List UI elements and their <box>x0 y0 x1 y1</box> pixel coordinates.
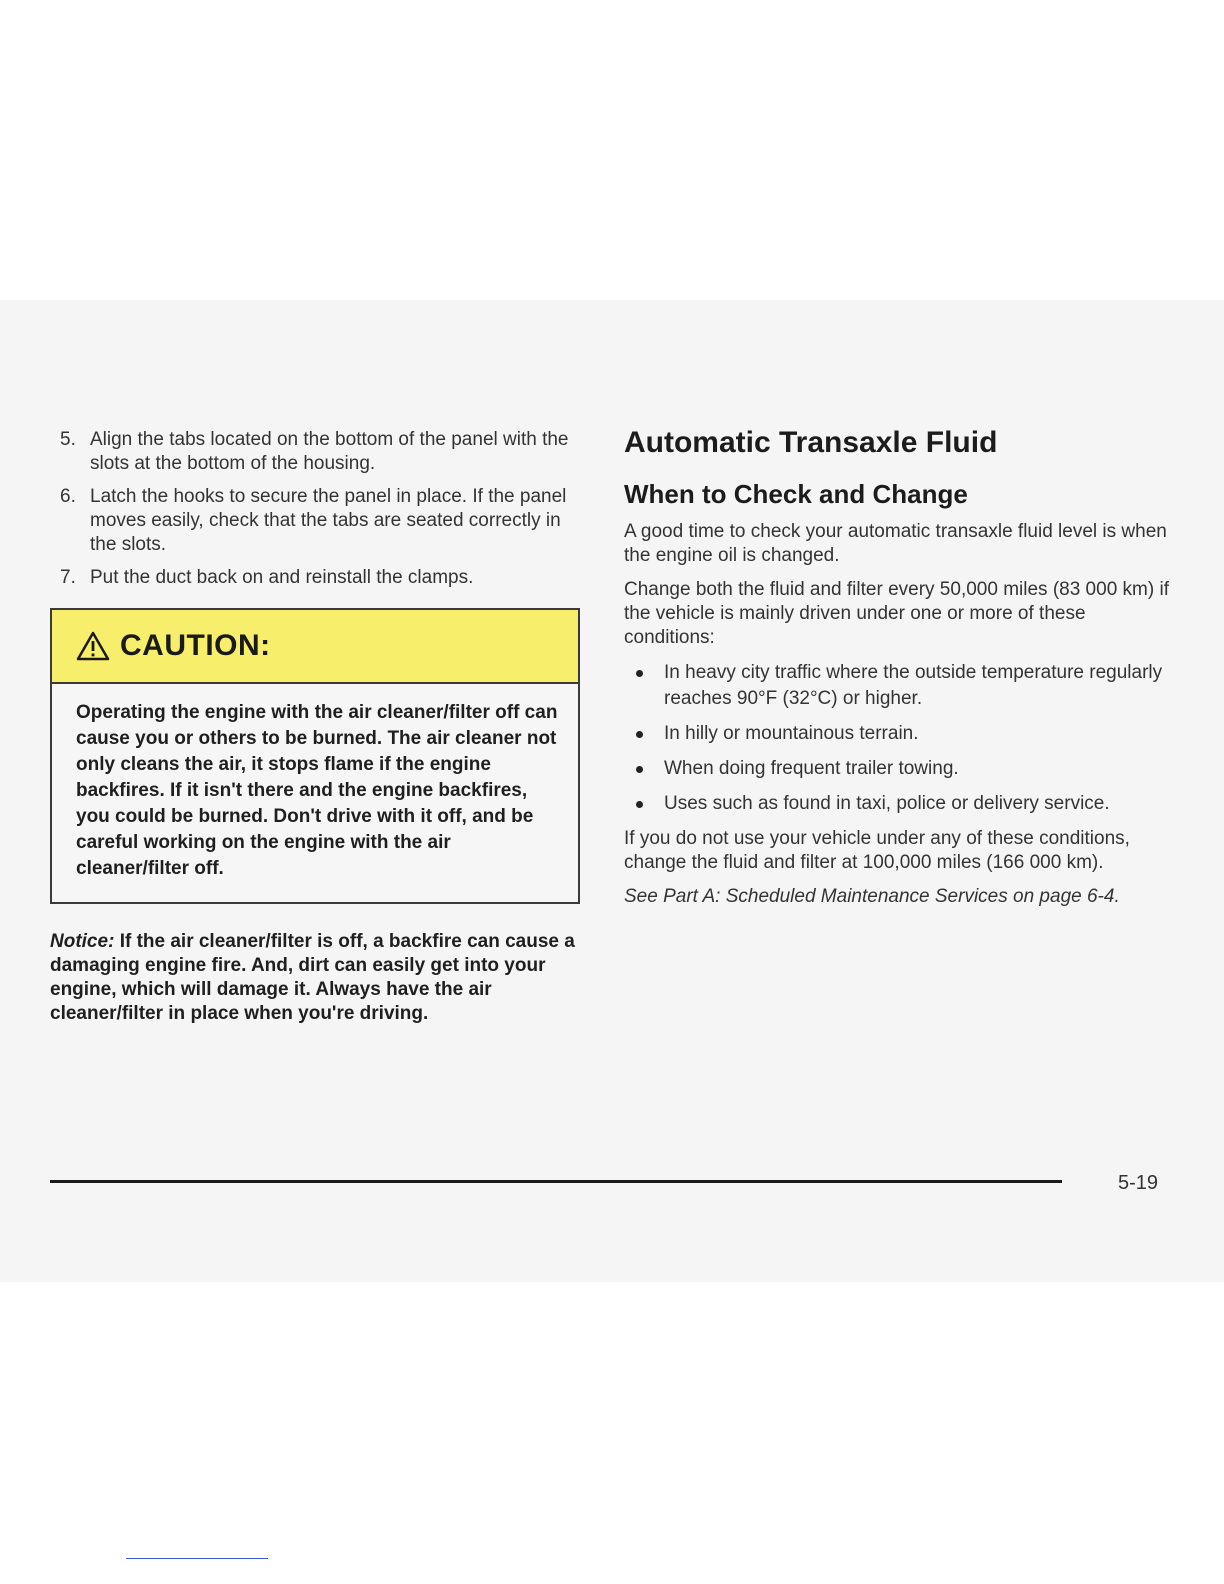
page-number: 5-19 <box>1118 1172 1159 1194</box>
step-text: Latch the hooks to secure the panel in place. If the panel moves easily, check that the tabs are seated correctly in the slots. <box>90 486 567 555</box>
section-title: Automatic Transaxle Fluid <box>624 426 998 459</box>
caution-body: Operating the engine with the air cleaner/filter off can cause you or others to be burned. The air cleaner not only cleans the air, it stops flame if the engine backfires. If it isn't there and the engine backfires, you could be burned. Don't drive with it off, and be careful working on the engine with the air cleaner/filter off. <box>76 702 558 879</box>
step-item <box>50 428 580 476</box>
condition-text: In hilly or mountainous terrain. <box>664 723 919 744</box>
condition-text: Uses such as found in taxi, police or delivery service. <box>664 793 1110 814</box>
step-text: Align the tabs located on the bottom of the panel with the slots at the bottom of the housing. <box>90 429 569 474</box>
right-column <box>624 424 1172 919</box>
caution-box <box>50 608 580 904</box>
otherwise-paragraph: If you do not use your vehicle under any of these conditions, change the fluid and filter at 100,000 miles (166 000 km). <box>624 828 1130 873</box>
step-item <box>50 566 580 590</box>
bullet-icon <box>636 731 643 738</box>
warning-triangle-icon <box>76 631 110 661</box>
notice-label: Notice: <box>50 931 115 952</box>
change-paragraph: Change both the fluid and filter every 50,000 miles (83 000 km) if the vehicle is mainly driven under one or more of these conditions: <box>624 579 1169 648</box>
step-text: Put the duct back on and reinstall the clamps. <box>90 567 474 588</box>
bottom-divider <box>126 1558 268 1559</box>
bullet-icon <box>636 670 643 677</box>
footer-rule <box>50 1180 1062 1183</box>
list-item <box>624 721 1172 747</box>
step-number: 5. <box>60 429 76 450</box>
step-number: 6. <box>60 486 76 507</box>
see-reference: See Part A: Scheduled Maintenance Services on page 6-4. <box>624 886 1120 907</box>
step-number: 7. <box>60 567 76 588</box>
step-list <box>50 428 580 590</box>
notice-text: If the air cleaner/filter is off, a backfire can cause a damaging engine fire. And, dirt can easily get into your engine, which will damage it. Always have the air cleaner/filter in place when you're driving. <box>50 931 575 1024</box>
step-item <box>50 485 580 557</box>
condition-text: In heavy city traffic where the outside temperature regularly reaches 90°F (32°C) or higher. <box>664 662 1163 709</box>
notice-paragraph <box>50 930 580 1026</box>
caution-title: CAUTION: <box>120 629 271 662</box>
caution-header <box>52 610 578 684</box>
bullet-icon <box>636 801 643 808</box>
conditions-list <box>624 660 1172 817</box>
list-item <box>624 660 1172 712</box>
subsection-title: When to Check and Change <box>624 479 968 509</box>
list-item <box>624 756 1172 782</box>
list-item <box>624 791 1172 817</box>
condition-text: When doing frequent trailer towing. <box>664 758 959 779</box>
intro-paragraph: A good time to check your automatic transaxle fluid level is when the engine oil is changed. <box>624 521 1167 566</box>
bullet-icon <box>636 766 643 773</box>
left-column <box>50 428 580 1026</box>
